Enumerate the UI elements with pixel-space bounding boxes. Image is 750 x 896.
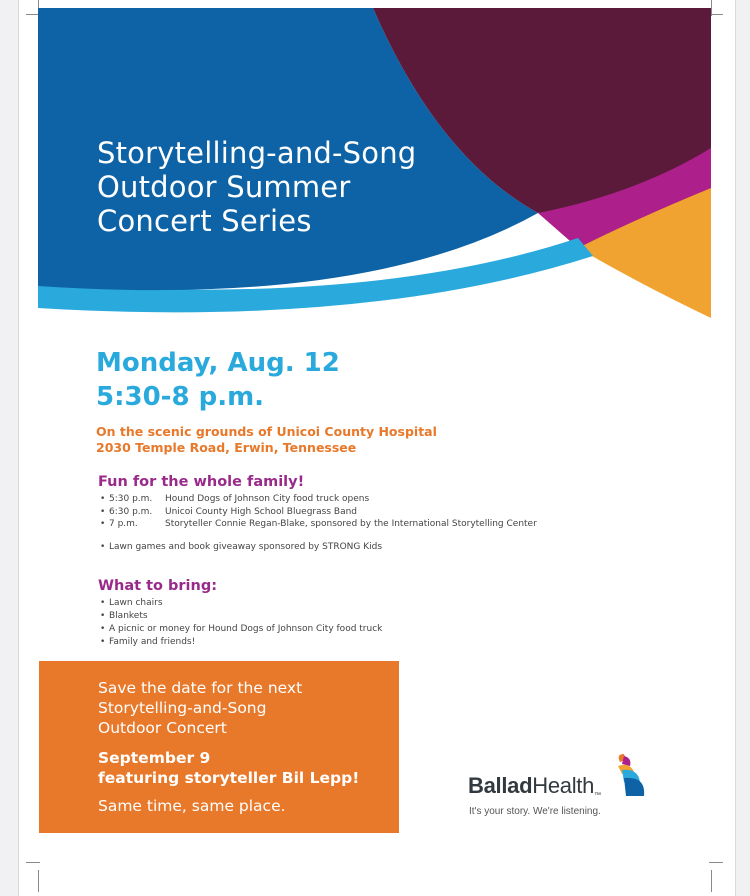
brand-tm: ™	[594, 792, 601, 799]
schedule-time: 7 p.m.	[109, 519, 138, 529]
bring-heading: What to bring:	[98, 578, 218, 594]
location-line-1: On the scenic grounds of Unicoi County Hospital	[96, 424, 437, 439]
bullet: •	[100, 611, 106, 621]
bring-item	[100, 610, 382, 623]
same-time-place: Same time, same place.	[98, 797, 286, 815]
bring-item-text: A picnic or money for Hound Dogs of Johnson City food truck	[109, 624, 383, 634]
bullet: •	[100, 542, 106, 552]
schedule-item	[100, 506, 537, 519]
event-title: Storytelling-and-Song Outdoor Summer Concert Series	[97, 136, 417, 238]
event-location	[96, 424, 437, 456]
crop-mark-top-right-h	[709, 14, 723, 15]
bullet: •	[100, 637, 106, 647]
brand-wordmark	[468, 773, 601, 799]
location-line-2: 2030 Temple Road, Erwin, Tennessee	[96, 440, 357, 455]
bring-item	[100, 597, 382, 610]
extra-note	[100, 542, 382, 552]
bullet: •	[100, 506, 106, 517]
bullet: •	[100, 494, 106, 504]
schedule-item	[100, 493, 537, 506]
event-date: Monday, Aug. 12	[96, 348, 340, 378]
bullet: •	[100, 624, 106, 634]
bring-item-text: Family and friends!	[109, 637, 196, 647]
crop-mark-bottom-left-h	[26, 862, 40, 863]
bring-item-text: Lawn chairs	[109, 598, 163, 608]
bring-list	[100, 597, 382, 649]
schedule-text: Storyteller Connie Regan-Blake, sponsored by the International Storytelling Center	[165, 519, 537, 529]
schedule-text: Unicoi County High School Bluegrass Band	[165, 506, 357, 517]
bring-item	[100, 636, 382, 649]
schedule-list	[100, 493, 537, 531]
schedule-time: 5:30 p.m.	[109, 494, 153, 504]
bullet: •	[100, 598, 106, 608]
crop-mark-bottom-left	[38, 870, 39, 892]
crop-mark-bottom-right-h	[709, 862, 723, 863]
next-concert-date: September 9 featuring storyteller Bil Lepp!	[98, 749, 360, 787]
save-the-date-box	[39, 661, 399, 833]
brand-name-regular: Health	[532, 773, 595, 798]
bring-item	[100, 623, 382, 636]
schedule-time: 6:30 p.m.	[109, 506, 153, 517]
brand-name-bold: Ballad	[468, 773, 533, 798]
extra-note-text: Lawn games and book giveaway sponsored by STRONG Kids	[109, 542, 383, 552]
crop-mark-bottom-right	[711, 870, 712, 892]
event-time: 5:30-8 p.m.	[96, 382, 265, 412]
fun-heading: Fun for the whole family!	[98, 474, 305, 490]
ballad-health-logo-icon	[612, 752, 648, 800]
schedule-item	[100, 518, 537, 531]
bullet: •	[100, 519, 106, 529]
event-date-time	[96, 346, 340, 414]
save-the-date-text: Save the date for the next Storytelling-and-Song Outdoor Concert	[98, 679, 303, 737]
brand-tagline: It's your story. We're listening.	[469, 806, 601, 817]
schedule-text: Hound Dogs of Johnson City food truck opens	[165, 494, 370, 504]
bring-item-text: Blankets	[109, 611, 148, 621]
